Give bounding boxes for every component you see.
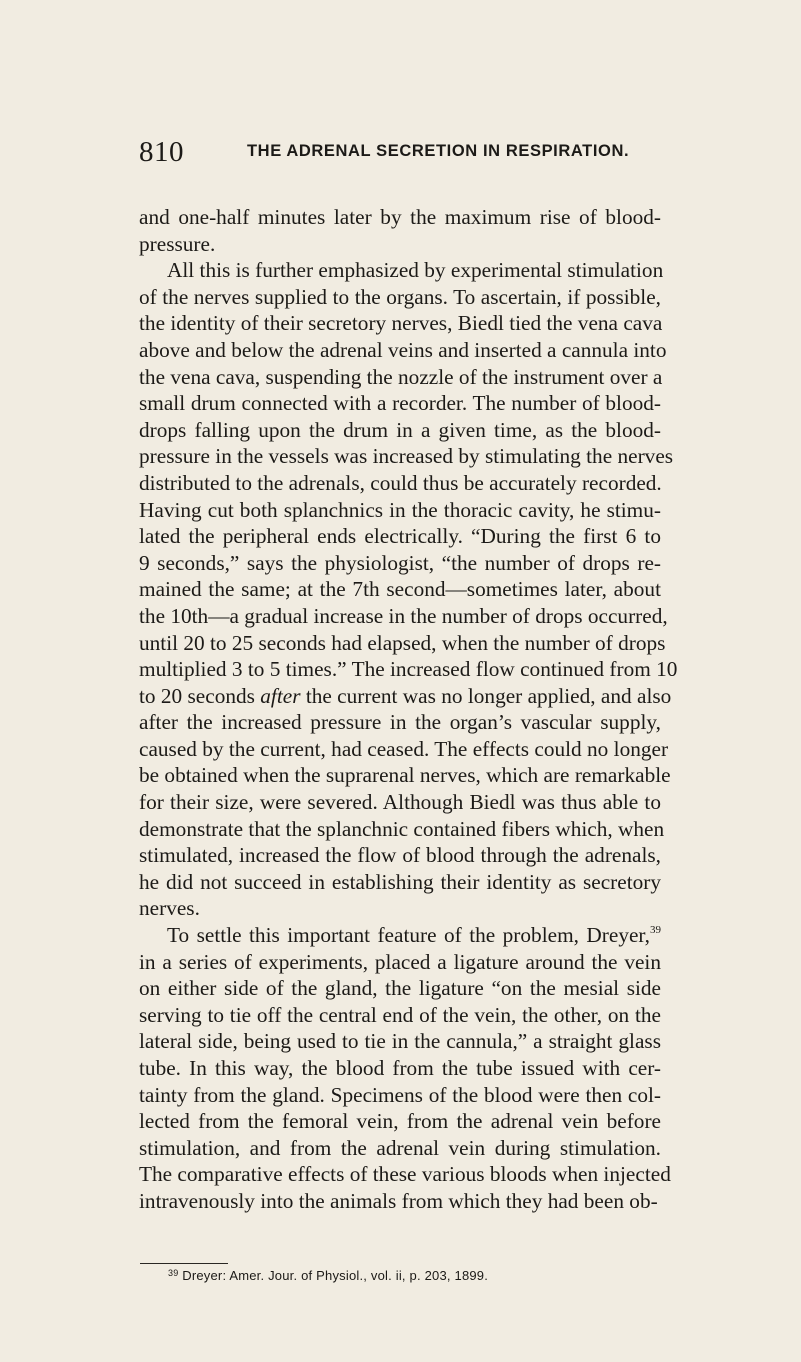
text-line: to 20 seconds after the current was no longer applied, and also <box>139 683 672 708</box>
footnote <box>168 1268 488 1283</box>
text-line: pressure in the vessels was increased by stimulating the nerves <box>139 444 674 469</box>
text-line: To settle this important feature of the problem, Dreyer,$^{39}$ <box>167 923 661 948</box>
text-line: Having cut both splanchnics in the thoracic cavity, he stimu- <box>139 497 661 522</box>
text-line: until 20 to 25 seconds had elapsed, when the number of drops <box>139 630 666 655</box>
text-line: pressure. <box>139 231 216 256</box>
text-line: of the nerves supplied to the organs. To ascertain, if possible, <box>139 284 661 309</box>
running-title: THE ADRENAL SECRETION IN RESPIRATION. <box>247 142 630 160</box>
text-line: All this is further emphasized by experimental stimulation <box>167 258 664 283</box>
text-line: The comparative effects of these various bloods when injected <box>139 1162 671 1187</box>
text-line: tube. In this way, the blood from the tube issued with cer- <box>139 1056 661 1080</box>
footnote-reference: 39 <box>650 924 661 937</box>
emphasis: after <box>260 683 301 708</box>
text-line: the 10th—a gradual increase in the number of drops occurred, <box>139 603 668 628</box>
text-line: demonstrate that the splanchnic contained fibers which, when <box>139 816 665 841</box>
footnote-text: Dreyer: Amer. Jour. of Physiol., vol. ii, p. 203, 1899. <box>182 1268 489 1283</box>
paragraph <box>139 204 661 257</box>
text-line: be obtained when the suprarenal nerves, which are remarkable <box>139 763 671 788</box>
text-line: 9 seconds,” says the physiologist, “the number of drops re- <box>139 550 661 575</box>
text-line: intravenously into the animals from which they had been ob- <box>139 1188 658 1213</box>
body-text <box>139 204 678 1215</box>
text-line: and one-half minutes later by the maximum rise of blood- <box>139 205 661 229</box>
text-line: he did not succeed in establishing their identity as secretory <box>139 869 661 894</box>
text-line: drops falling upon the drum in a given time, as the blood- <box>139 417 661 442</box>
text-line: lateral side, being used to tie in the cannula,” a straight glass <box>139 1029 661 1054</box>
page-number: 810 <box>139 136 184 168</box>
text-line: serving to tie off the central end of the vein, the other, on the <box>139 1002 661 1027</box>
text-line: multiplied 3 to 5 times.” The increased flow continued from 10 <box>139 657 678 682</box>
paragraph <box>139 257 678 922</box>
text-line: small drum connected with a recorder. The number of blood- <box>139 391 661 416</box>
text-line: lected from the femoral vein, from the adrenal vein before <box>139 1109 661 1134</box>
page-header <box>139 136 659 176</box>
text-line: in a series of experiments, placed a ligature around the vein <box>139 949 661 974</box>
text-line: distributed to the adrenals, could thus be accurately recorded. <box>139 470 662 495</box>
text-line: above and below the adrenal veins and inserted a cannula into <box>139 337 667 362</box>
text-line: stimulated, increased the flow of blood through the adrenals, <box>139 843 661 868</box>
text-line: on either side of the gland, the ligature “on the mesial side <box>139 976 661 1001</box>
text-line: caused by the current, had ceased. The effects could no longer <box>139 736 669 761</box>
text-line: tainty from the gland. Specimens of the blood were then col- <box>139 1082 661 1107</box>
text-line: mained the same; at the 7th second—sometimes later, about <box>139 577 661 602</box>
text-line: nerves. <box>139 896 200 921</box>
footnote-rule <box>140 1263 228 1264</box>
text-line: for their size, were severed. Although Biedl was thus able to <box>139 790 661 815</box>
text-line: stimulation, and from the adrenal vein during stimulation. <box>139 1135 661 1160</box>
paragraph <box>139 922 671 1215</box>
text-line: the identity of their secretory nerves, Biedl tied the vena cava <box>139 311 663 336</box>
footnote-marker: 39 <box>168 1268 179 1278</box>
text-line: lated the peripheral ends electrically. “During the first 6 to <box>139 524 661 549</box>
text-line: the vena cava, suspending the nozzle of the instrument over a <box>139 364 663 389</box>
text-line: after the increased pressure in the organ’s vascular supply, <box>139 710 661 735</box>
